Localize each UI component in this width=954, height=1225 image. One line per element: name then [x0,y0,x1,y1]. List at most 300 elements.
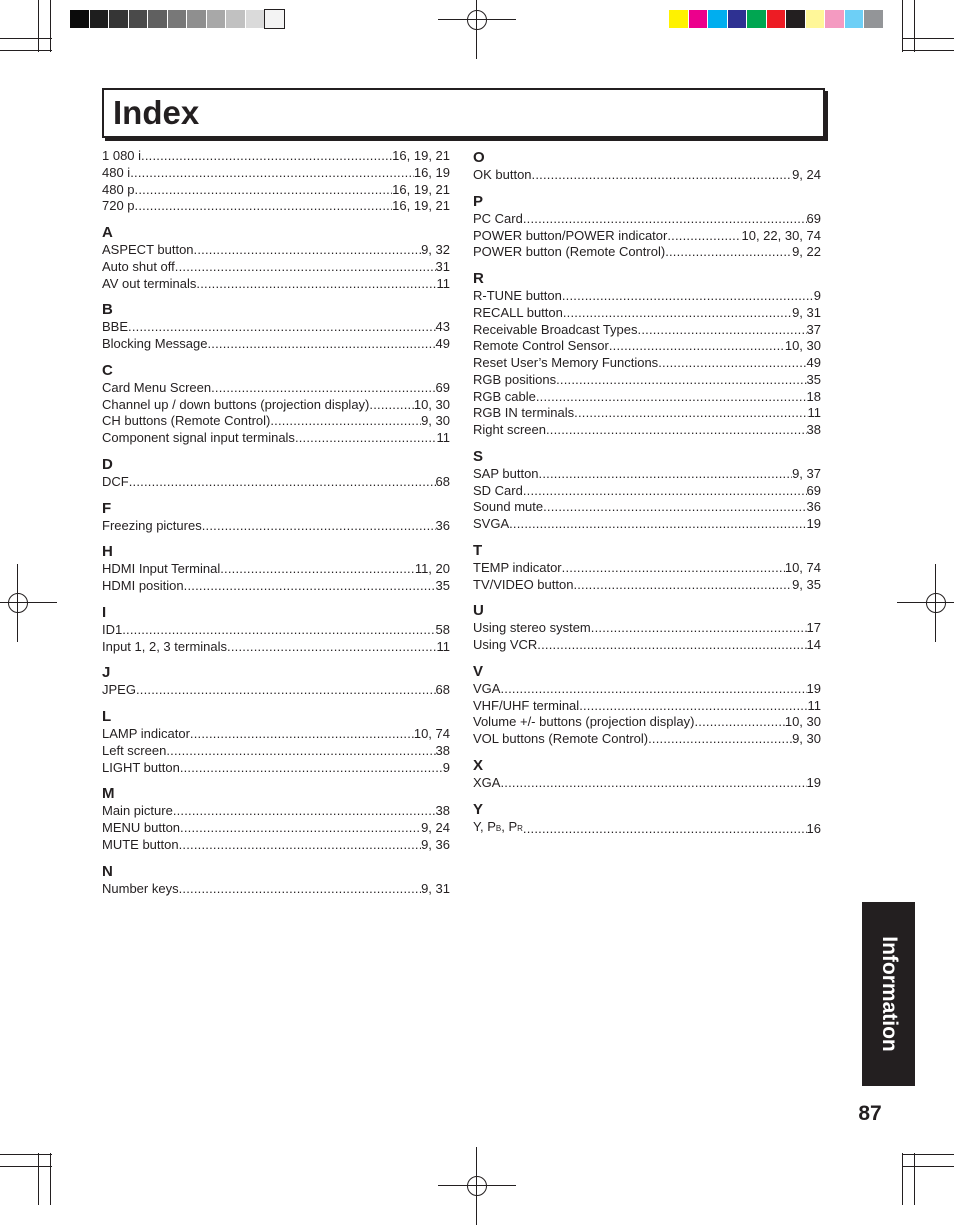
index-entry [473,577,821,594]
index-term: VOL buttons (Remote Control) [473,731,649,746]
index-term: Card Menu Screen [102,379,212,395]
dot-leader [179,881,422,898]
index-group [102,863,450,898]
index-group [473,448,821,533]
crop-mark [902,1166,954,1167]
index-term: POWER button/POWER indicator [473,227,668,243]
index-group [473,602,821,654]
crop-mark [0,50,52,51]
index-pages: 10, 30 [784,338,821,354]
dot-leader [184,578,436,595]
crop-mark [914,1153,915,1205]
index-group [102,785,450,853]
index-pages: 49 [435,336,450,351]
color-swatch [148,10,167,28]
dot-leader [190,726,414,743]
index-term: XGA [473,774,501,790]
dot-leader [369,397,413,414]
index-entry [473,288,821,305]
index-term: RGB positions [473,371,557,387]
index-pages: 19 [806,516,821,531]
index-term: 480 i [102,164,131,180]
dot-leader [136,682,436,699]
index-group [102,224,450,292]
index-entry [473,731,821,748]
index-entry [473,560,821,577]
title-box [102,88,825,138]
index-entry [473,775,821,792]
index-pages: 35 [806,371,821,387]
index-term: 1 080 i [102,148,142,163]
index-term-part: R [517,823,523,833]
dot-leader [562,560,785,577]
crop-mark [902,50,954,51]
index-term: POWER button (Remote Control) [473,244,666,260]
index-term: Sound mute [473,499,544,515]
index-letter-heading: P [473,192,484,210]
index-pages: 16, 19 [413,164,450,180]
dot-leader [208,336,436,353]
index-entry [102,413,450,430]
index-term: Main picture [102,803,173,819]
index-letter-heading: C [102,361,113,379]
color-swatch [767,10,786,28]
index-term: Auto shut off [102,258,175,274]
index-letter-heading: J [102,664,111,682]
dot-leader [579,698,807,715]
index-group [102,301,450,353]
index-term: Blocking Message [102,336,208,351]
index-term: ID1 [102,621,123,637]
index-letter-heading: F [102,499,112,517]
index-letter-heading: M [102,785,115,803]
index-letter-heading: R [473,270,484,287]
index-entry [102,561,450,578]
index-entry [473,355,821,372]
index-term: HDMI position [102,578,184,593]
crop-mark [914,0,915,52]
index-group [473,542,821,594]
index-term: SAP button [473,465,539,481]
dot-leader [523,483,807,500]
index-pages: 10, 30 [784,714,821,730]
index-pages: 58 [435,621,450,637]
index-pages: 9, 32 [421,242,450,257]
index-entry [473,305,821,322]
dot-leader [591,620,807,637]
index-entry [102,682,450,699]
index-pages: 11 [436,638,450,654]
index-pages: 16, 19, 21 [392,198,450,214]
dot-leader [638,322,807,339]
crop-mark [38,1153,39,1205]
color-swatch [669,10,688,28]
dot-leader [180,820,421,837]
crop-mark [38,0,39,52]
index-pages: 9, 22 [792,244,821,260]
crop-mark [0,1166,52,1167]
index-term: Using stereo system [473,620,591,636]
index-group [102,500,450,535]
index-pages: 9, 30 [792,731,821,746]
index-pages: 10, 22, 30, 74 [741,227,821,243]
color-swatch [109,10,128,28]
index-pages: 69 [435,379,450,395]
index-pages: 69 [806,482,821,498]
index-term-part: B [495,823,502,833]
index-term: RGB IN terminals [473,405,575,421]
index-group [473,193,821,261]
color-swatch [747,10,766,28]
index-term: R-TUNE button [473,288,562,303]
dot-leader [556,372,806,389]
color-swatch [246,10,265,28]
index-pages: 11, 20 [414,561,450,577]
index-term: Number keys [102,880,179,896]
index-term: TEMP indicator [473,559,562,575]
index-group [102,148,450,215]
index-entry [102,474,450,491]
section-tab-label: Information [877,936,901,1052]
dot-leader [536,389,807,406]
index-entry [102,336,450,353]
dot-leader [648,731,792,748]
index-letter-heading: T [473,541,483,559]
index-entry [102,430,450,447]
dot-leader [141,148,392,165]
dot-leader [173,803,436,820]
index-letter-heading: B [102,301,113,319]
index-entry [473,483,821,500]
crop-mark [0,1154,52,1155]
index-group [473,663,821,748]
index-pages: 31 [435,258,450,274]
index-term: Receivable Broadcast Types [473,321,638,337]
dot-leader [129,474,436,491]
index-term: Channel up / down buttons (projection display) [102,396,370,412]
index-pages: 11 [436,275,450,291]
index-pages: 18 [806,388,821,404]
index-term: Input 1, 2, 3 terminals [102,638,228,654]
index-letter-heading: X [473,756,484,774]
index-pages: 9 [442,759,450,775]
index-pages: 16 [806,820,821,836]
index-pages: 9, 36 [421,836,450,852]
dot-leader [546,422,807,439]
color-swatch [786,10,805,28]
index-entry [102,881,450,898]
index-entry [473,714,821,731]
index-group [102,664,450,699]
index-pages: 19 [806,774,821,790]
index-entry [473,211,821,228]
index-pages: 38 [435,742,450,758]
index-term [473,819,523,838]
dot-leader [574,405,807,422]
index-entry [473,167,821,184]
dot-leader [211,380,435,397]
dot-leader [509,516,806,533]
index-entry [102,182,450,199]
index-entry [473,819,821,838]
index-term: MUTE button [102,836,179,852]
color-swatch [728,10,747,28]
index-term: OK button [473,167,532,182]
color-swatch [806,10,825,28]
index-entry [102,578,450,595]
crop-mark [50,1153,51,1205]
index-letter-heading: V [473,662,484,680]
index-pages: 36 [435,517,450,533]
index-term: Right screen [473,422,546,437]
index-letter-heading: N [102,862,113,880]
color-swatch [265,10,284,28]
index-group [473,149,821,184]
color-swatch [70,10,89,28]
dot-leader [180,760,443,777]
index-letter-heading: U [473,602,484,620]
index-pages: 9, 24 [421,820,450,835]
index-entry [102,820,450,837]
index-term: RGB cable [473,388,536,404]
index-term: CH buttons (Remote Control) [102,413,271,429]
index-entry [102,639,450,656]
index-letter-heading: S [473,447,484,465]
index-term: PC Card [473,210,523,226]
index-entry [473,516,821,533]
index-group [473,801,821,838]
color-swatch [90,10,109,28]
index-pages: 10, 30 [413,396,450,412]
index-term: Freezing pictures [102,517,202,533]
index-pages: 35 [435,578,450,593]
index-entry [102,760,450,777]
dot-leader [166,743,435,760]
index-pages: 10, 74 [413,726,450,741]
index-entry [102,148,450,165]
index-term: 480 p [102,181,135,197]
dot-leader [523,821,807,838]
crop-mark [50,0,51,52]
index-pages: 9, 31 [792,304,821,320]
color-swatch [207,10,226,28]
index-pages: 49 [806,355,821,370]
index-term: DCF [102,473,129,489]
index-pages: 17 [806,620,821,636]
crop-mark [0,38,52,39]
dot-leader [694,714,784,731]
crop-mark [902,0,903,52]
dot-leader [179,837,421,854]
dot-leader [128,319,436,336]
index-group [102,456,450,491]
index-letter-heading: D [102,455,113,473]
section-tab [862,902,915,1086]
index-term: Remote Control Sensor [473,338,609,354]
index-term: Using VCR [473,637,538,652]
dot-leader [537,637,806,654]
index-entry [102,726,450,743]
index-entry [473,322,821,339]
color-swatch [168,10,187,28]
index-pages: 16, 19, 21 [392,181,450,197]
index-group [102,708,450,776]
index-entry [102,743,450,760]
index-term-part: Y, P [473,818,496,834]
index-pages: 9, 30 [421,413,450,429]
dot-leader [609,338,785,355]
index-entry [473,405,821,422]
page-title: Index [113,94,200,131]
crop-mark [902,1153,903,1205]
registration-mark-right [897,564,954,642]
dot-leader [500,681,806,698]
index-term: 720 p [102,198,135,214]
index-entry [473,244,821,261]
color-swatch [129,10,148,28]
index-term: SD Card [473,482,523,498]
index-pages: 9, 31 [421,880,450,896]
index-letter-heading: Y [473,800,484,818]
index-term: Volume +/- buttons (projection display) [473,714,695,730]
index-column-right [473,148,821,837]
index-term: LIGHT button [102,759,180,775]
dot-leader [500,775,806,792]
color-swatch [226,10,245,28]
index-pages: 68 [435,473,450,489]
index-entry [473,681,821,698]
index-entry [102,242,450,259]
index-entry [102,259,450,276]
crop-mark [902,38,954,39]
index-letter-heading: I [102,603,107,621]
index-pages: 38 [806,422,821,437]
color-swatch [689,10,708,28]
index-pages: 10, 74 [784,559,821,575]
index-entry [473,499,821,516]
index-entry [473,338,821,355]
index-column-left [102,148,450,897]
dot-leader [665,244,792,261]
dot-leader [658,355,806,372]
color-swatch [187,10,206,28]
dot-leader [543,499,806,516]
index-group [473,757,821,792]
index-letter-heading: O [473,149,485,166]
index-pages: 9 [813,288,821,303]
index-term: TV/VIDEO button [473,576,574,592]
index-pages: 68 [435,682,450,698]
dot-leader [196,276,436,293]
index-pages: 11 [807,405,821,421]
index-entry [473,466,821,483]
color-swatch [864,10,883,28]
index-entry [102,837,450,854]
dot-leader [523,211,807,228]
index-pages: 11 [436,430,450,445]
index-entry [473,228,821,245]
index-entry [473,422,821,439]
color-swatch [845,10,864,28]
index-pages: 9, 37 [792,465,821,481]
color-swatch [708,10,727,28]
dot-leader [130,165,414,182]
dot-leader [563,305,792,322]
index-entry [473,620,821,637]
index-term: VHF/UHF terminal [473,697,580,713]
index-term: Reset User’s Memory Functions [473,355,659,370]
index-term: HDMI Input Terminal [102,561,221,577]
index-pages: 9, 35 [792,576,821,592]
index-letter-heading: A [102,224,113,241]
dot-leader [270,413,421,430]
index-group [473,270,821,439]
dot-leader [667,228,741,245]
index-group [102,362,450,447]
index-term: AV out terminals [102,275,197,291]
dot-leader [202,518,436,535]
registration-mark-bottom [438,1147,516,1225]
color-swatch [825,10,844,28]
index-entry [102,803,450,820]
index-term: SVGA [473,516,510,531]
dot-leader [539,466,793,483]
index-pages: 16, 19, 21 [392,148,450,163]
index-term: Left screen [102,742,167,758]
index-pages: 9, 24 [792,167,821,182]
index-pages: 36 [806,499,821,515]
crop-mark [902,1154,954,1155]
index-pages: 11 [807,697,821,713]
index-pages: 69 [806,210,821,226]
index-pages: 38 [435,803,450,819]
registration-mark-top [438,0,516,59]
dot-leader [135,182,393,199]
dot-leader [220,561,415,578]
index-group [102,543,450,595]
index-pages: 19 [806,680,821,696]
dot-leader [227,639,436,656]
index-letter-heading: L [102,708,112,725]
dot-leader [175,259,436,276]
index-entry [102,518,450,535]
dot-leader [194,242,422,259]
index-letter-heading: H [102,543,113,561]
index-term: ASPECT button [102,242,194,257]
index-term: RECALL button [473,304,563,320]
index-entry [102,198,450,215]
index-group [102,604,450,656]
dot-leader [295,430,437,447]
index-entry [102,622,450,639]
index-entry [473,389,821,406]
index-term: MENU button [102,820,181,835]
page-number: 87 [858,1102,882,1125]
index-term: LAMP indicator [102,726,190,741]
index-term: JPEG [102,682,136,698]
index-entry [102,397,450,414]
index-term: BBE [102,319,129,335]
index-entry [473,637,821,654]
index-entry [102,319,450,336]
index-pages: 43 [435,319,450,335]
registration-mark-left [0,564,57,642]
dot-leader [562,288,814,305]
dot-leader [573,577,792,594]
dot-leader [135,198,393,215]
index-entry [102,380,450,397]
dot-leader [122,622,435,639]
